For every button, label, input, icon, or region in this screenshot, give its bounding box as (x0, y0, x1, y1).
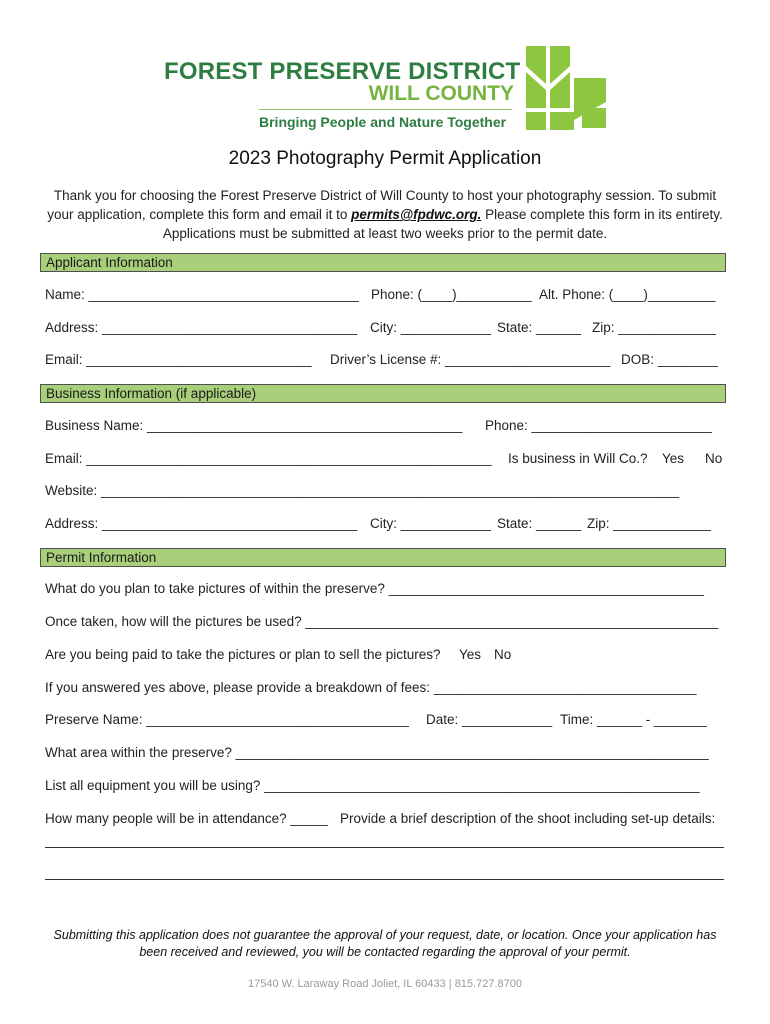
applicant-name-field[interactable]: Name: ____________________________________ (45, 287, 359, 302)
logo-divider (259, 109, 512, 110)
permit-fees-field[interactable]: If you answered yes above, please provide a breakdown of fees: ___________________________________ (45, 680, 697, 695)
dob-field[interactable]: DOB: ________ (621, 352, 718, 367)
permit-subject-field[interactable]: What do you plan to take pictures of within the preserve? __________________________________________ (45, 581, 705, 596)
drivers-license-field[interactable]: Driver’s License #: ______________________ (330, 352, 611, 367)
permit-description-label: Provide a brief description of the shoot including set-up details: (340, 811, 716, 826)
section-business-header: Business Information (if applicable) (40, 384, 726, 403)
permit-equipment-field[interactable]: List all equipment you will be using? __________________________________________________________ (45, 778, 700, 793)
tree-mark-icon (524, 44, 609, 132)
applicant-zip-field[interactable]: Zip: _____________ (592, 320, 716, 335)
business-state-field[interactable]: State: ______ (497, 516, 582, 531)
permit-paid-label: Are you being paid to take the pictures or plan to sell the pictures? (45, 647, 441, 662)
business-in-will-yes[interactable]: Yes (662, 451, 685, 466)
business-email-field[interactable]: Email: ______________________________________________________ (45, 451, 492, 466)
approval-disclaimer: Submitting this application does not guarantee the approval of your request, date, or location. Once your application has been received and reviewed, you will be contacted regarding the approval of your permit. (53, 928, 717, 959)
business-address-field[interactable]: Address: __________________________________ (45, 516, 358, 531)
business-phone-field[interactable]: Phone: ________________________ (485, 418, 712, 433)
applicant-email-field[interactable]: Email: ______________________________ (45, 352, 312, 367)
applicant-address-field[interactable]: Address: __________________________________ (45, 320, 358, 335)
logo-title: FOREST PRESERVE DISTRICT (164, 58, 521, 85)
logo-tagline: Bringing People and Nature Together (259, 114, 507, 130)
applicant-phone-field[interactable]: Phone: (____)__________ (371, 287, 532, 302)
permit-time-field[interactable]: Time: ______ - _______ (560, 712, 707, 727)
intro-paragraph (40, 186, 730, 243)
intro-text-start: Thank you for choosing the Forest Preserve District of Will County to host your photography session. To submit your application, complete this form and email it to (47, 188, 717, 222)
footer-contact: 17540 W. Laraway Road Joliet, IL 60433 | 815.727.8700 (248, 978, 522, 990)
business-name-field[interactable]: Business Name: __________________________________________ (45, 418, 463, 433)
business-website-field[interactable]: Website: _____________________________________________________________________________ (45, 483, 680, 498)
permit-usage-field[interactable]: Once taken, how will the pictures be used? _______________________________________________________ (45, 614, 719, 629)
applicant-alt-phone-field[interactable]: Alt. Phone: (____)_________ (539, 287, 716, 302)
applicant-city-field[interactable]: City: ____________ (370, 320, 491, 335)
intro-text-end: Please complete this form in its entirety. Applications must be submitted at least two weeks prior to the permit date. (162, 207, 723, 241)
permit-attendance-field[interactable]: How many people will be in attendance? _____ (45, 811, 328, 826)
logo-subtitle: WILL COUNTY (368, 82, 514, 105)
permits-email-link[interactable]: permits@fpdwc.org. (351, 207, 482, 222)
preserve-name-field[interactable]: Preserve Name: ___________________________________ (45, 712, 410, 727)
section-permit-header: Permit Information (40, 548, 726, 567)
permit-area-field[interactable]: What area within the preserve? _______________________________________________________________ (45, 745, 709, 760)
page-title: 2023 Photography Permit Application (228, 148, 542, 169)
permit-paid-no[interactable]: No (494, 647, 512, 662)
permit-paid-yes[interactable]: Yes (459, 647, 482, 662)
section-applicant-header: Applicant Information (40, 253, 726, 272)
business-zip-field[interactable]: Zip: _____________ (587, 516, 711, 531)
business-in-will-label: Is business in Will Co.? (508, 451, 648, 466)
applicant-state-field[interactable]: State: ______ (497, 320, 582, 335)
business-in-will-no[interactable]: No (705, 451, 723, 466)
business-city-field[interactable]: City: ____________ (370, 516, 491, 531)
description-line-2[interactable] (45, 878, 724, 880)
permit-date-field[interactable]: Date: ____________ (426, 712, 553, 727)
description-line-1[interactable] (45, 846, 724, 848)
district-logo (164, 44, 609, 136)
